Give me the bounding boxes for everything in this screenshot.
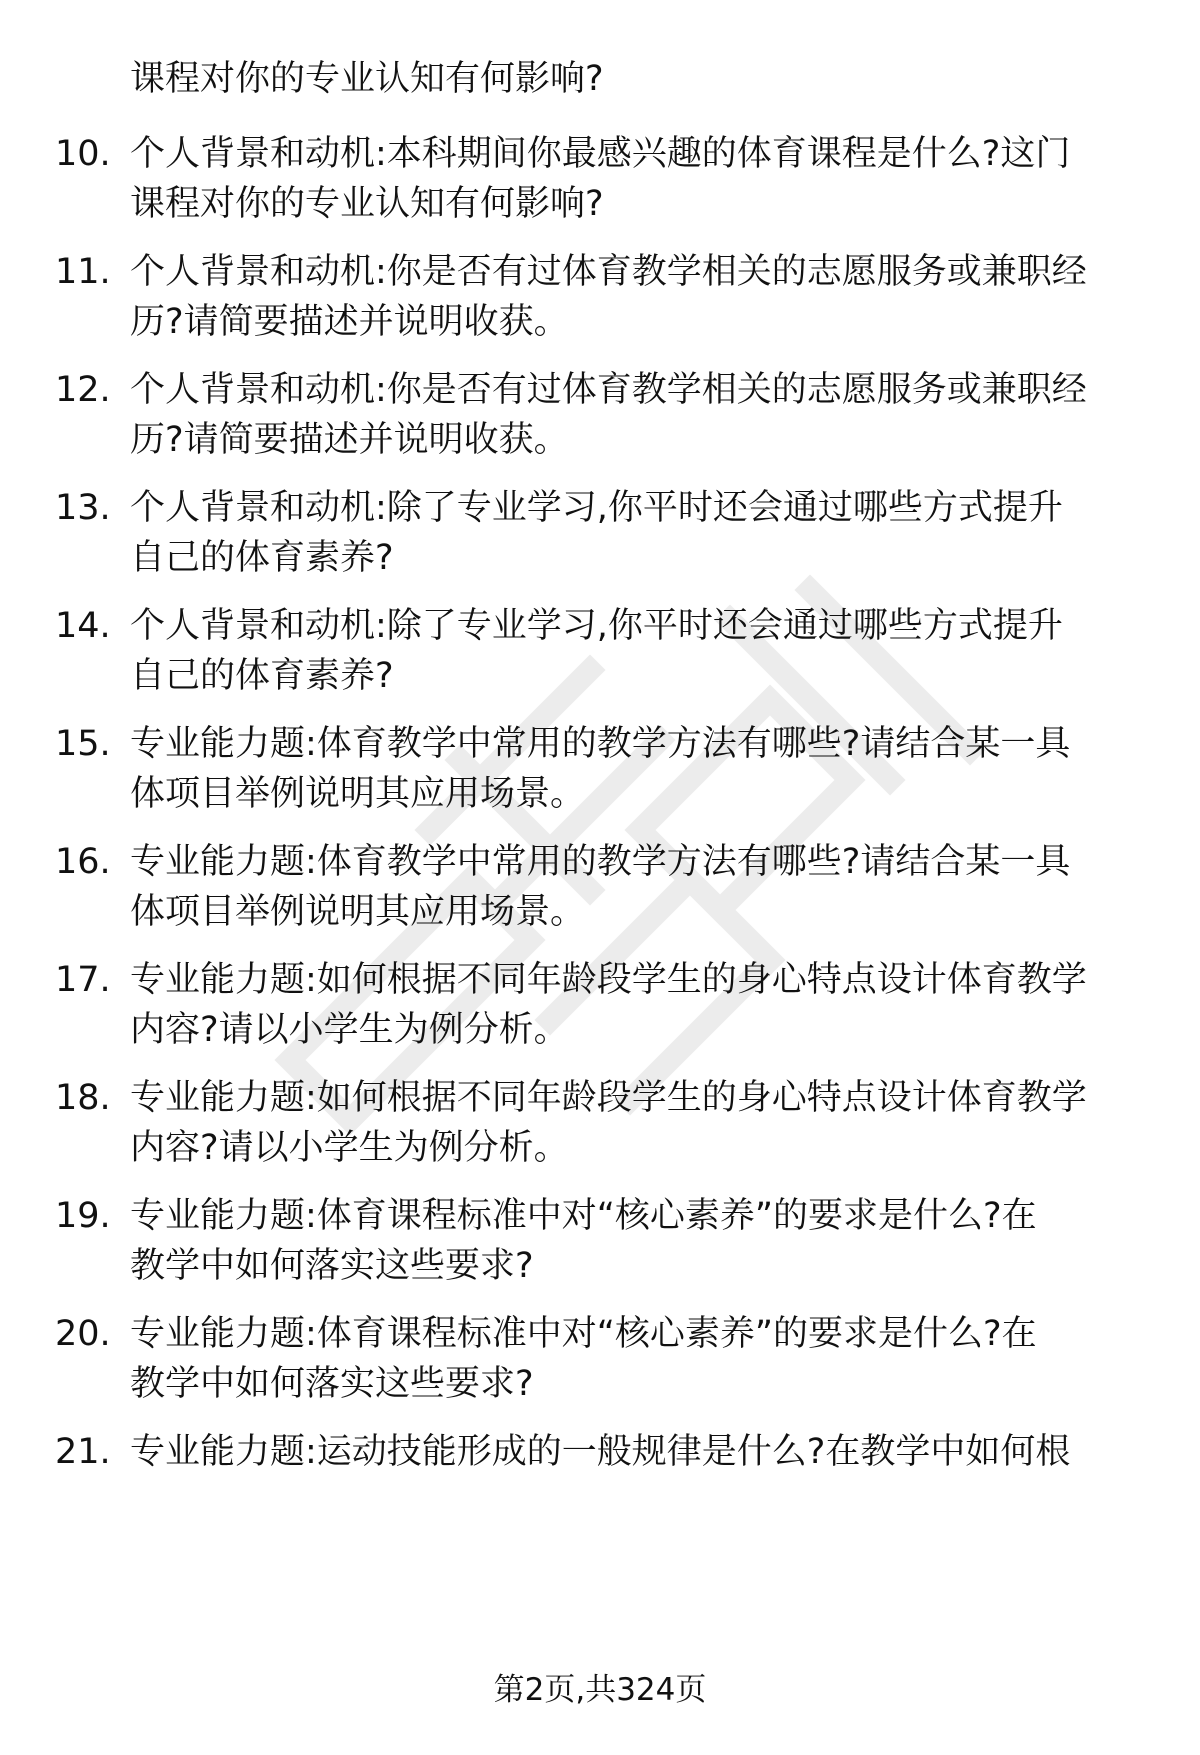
question-text: 专业能力题:体育课程标准中对“核心素养”的要求是什么?在 教学中如何落实这些要求? [130, 1314, 1037, 1404]
question-number: 18. [55, 1078, 111, 1118]
question-text: 专业能力题:如何根据不同年龄段学生的身心特点设计体育教学 内容?请以小学生为例分析。 [130, 1078, 1087, 1168]
question-number: 16. [55, 842, 111, 882]
question-text: 个人背景和动机:除了专业学习,你平时还会通过哪些方式提升 自己的体育素养? [130, 606, 1063, 696]
question-text: 专业能力题:运动技能形成的一般规律是什么?在教学中如何根 [130, 1432, 1071, 1472]
question-text: 专业能力题:体育课程标准中对“核心素养”的要求是什么?在 教学中如何落实这些要求? [130, 1196, 1037, 1286]
question-item [55, 837, 1155, 937]
question-9-continuation: 课程对你的专业认知有何影响? [130, 59, 604, 99]
question-number: 12. [55, 370, 111, 410]
question-text: 专业能力题:体育教学中常用的教学方法有哪些?请结合某一具 体项目举例说明其应用场景。 [130, 842, 1071, 932]
question-item [55, 601, 1155, 701]
question-item [55, 1073, 1155, 1173]
question-item [55, 365, 1155, 465]
page-footer: 第2页,共324页 [493, 1672, 707, 1708]
question-text: 专业能力题:如何根据不同年龄段学生的身心特点设计体育教学 内容?请以小学生为例分析。 [130, 960, 1087, 1050]
question-number: 13. [55, 488, 111, 528]
question-text: 个人背景和动机:你是否有过体育教学相关的志愿服务或兼职经 历?请简要描述并说明收获。 [130, 252, 1087, 342]
question-item [55, 1427, 1155, 1477]
question-item [55, 1309, 1155, 1409]
question-text: 专业能力题:体育教学中常用的教学方法有哪些?请结合某一具 体项目举例说明其应用场景。 [130, 724, 1071, 814]
question-item [55, 247, 1155, 347]
question-item [55, 1191, 1155, 1291]
question-number: 20. [55, 1314, 111, 1354]
question-text: 个人背景和动机:你是否有过体育教学相关的志愿服务或兼职经 历?请简要描述并说明收获。 [130, 370, 1087, 460]
question-text: 个人背景和动机:本科期间你最感兴趣的体育课程是什么?这门 课程对你的专业认知有何影响? [130, 134, 1071, 224]
question-item [55, 719, 1155, 819]
question-number: 21. [55, 1432, 111, 1472]
question-number: 14. [55, 606, 111, 646]
question-text: 个人背景和动机:除了专业学习,你平时还会通过哪些方式提升 自己的体育素养? [130, 488, 1063, 578]
question-number: 19. [55, 1196, 111, 1236]
question-item [55, 955, 1155, 1055]
question-number: 17. [55, 960, 111, 1000]
question-number: 10. [55, 134, 111, 174]
question-number: 11. [55, 252, 111, 292]
question-item [55, 483, 1155, 583]
question-number: 15. [55, 724, 111, 764]
question-item [55, 129, 1155, 229]
